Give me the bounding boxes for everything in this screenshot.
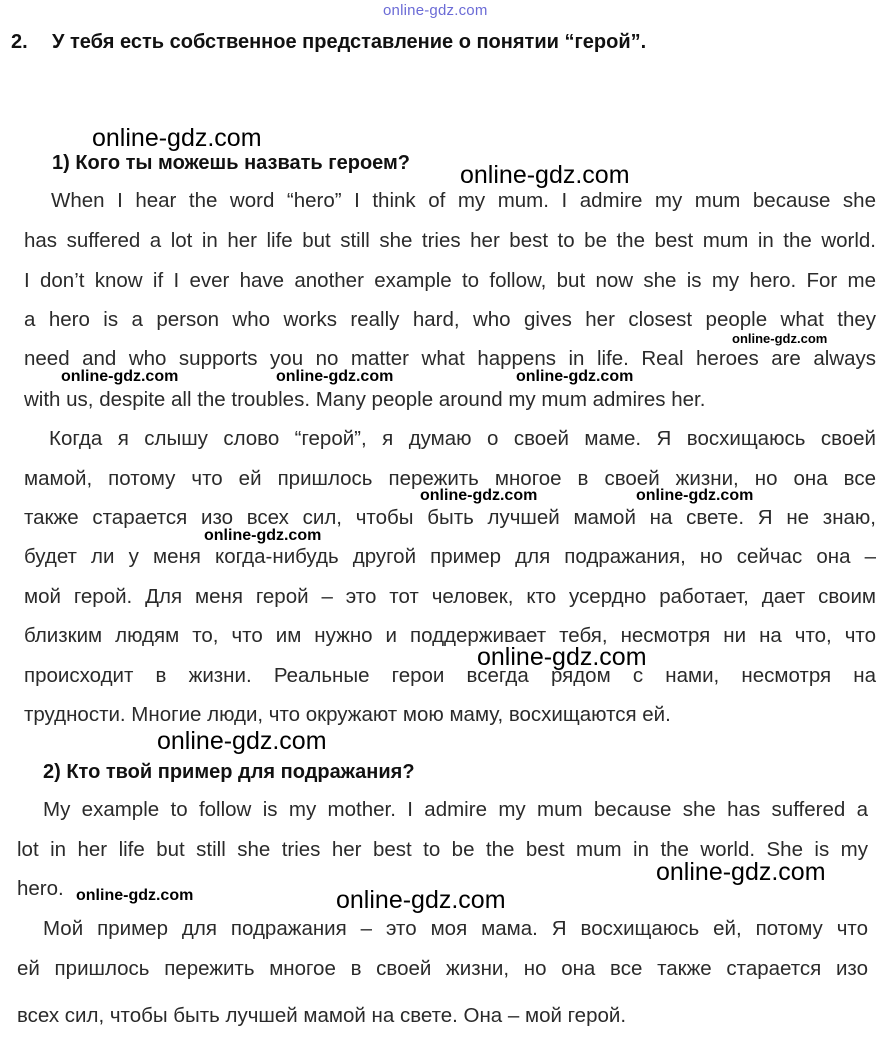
text-line: has suffered a lot in her life but still she tries her best to be the best mum in the world. [24,229,876,252]
text-line: hero. [17,877,64,900]
watermark: online-gdz.com [516,368,634,385]
text-line: также старается изо всех сил, чтобы быть лучшей мамой на свете. Я не знаю, [24,506,876,529]
text-line: происходит в жизни. Реальные герои всегда рядом с нами, несмотря на [24,664,876,687]
text-line: всех сил, чтобы быть лучшей мамой на свете. Она – мой герой. [17,1004,627,1027]
task-number: 2. [11,31,28,53]
watermark: online-gdz.com [420,487,538,504]
question-1: 1) Кого ты можешь назвать героем? [52,152,411,174]
watermark: online-gdz.com [276,368,394,385]
text-line: трудности. Многие люди, что окружают мою маму, восхищаются ей. [24,703,671,726]
text-line: When I hear the word “hero” I think of my mum. I admire my mum because she [51,189,876,212]
watermark: online-gdz.com [732,331,828,346]
text-line: need and who supports you no matter what happens in life. Real heroes are always [24,347,876,370]
text-line: мой герой. Для меня герой – это тот человек, кто усердно работает, дает своим [24,585,876,608]
text-line: близким людям то, что им нужно и поддерживает тебя, несмотря ни на что, что [24,624,876,647]
text-line: a hero is a person who works really hard, who gives her closest people what they [24,308,876,331]
watermark: online-gdz.com [460,161,630,189]
text-line: будет ли у меня когда-нибудь другой пример для подражания, но сейчас она – [24,545,876,568]
watermark: online-gdz.com [477,643,647,671]
watermark-top: online-gdz.com [383,2,488,19]
watermark: online-gdz.com [76,887,194,904]
question-2: 2) Кто твой пример для подражания? [43,761,415,783]
task-title: У тебя есть собственное представление о понятии “герой”. [52,31,647,53]
watermark: online-gdz.com [204,527,322,544]
text-line: Мой пример для подражания – это моя мама. Я восхищаюсь ей, потому что [43,917,868,940]
watermark: online-gdz.com [636,487,754,504]
text-line: with us, despite all the troubles. Many people around my mum admires her. [24,388,706,411]
watermark: online-gdz.com [336,886,506,914]
text-line: ей пришлось пережить многое в своей жизни, но она все также старается изо [17,957,868,980]
text-line: Когда я слышу слово “герой”, я думаю о своей маме. Я восхищаюсь своей [49,427,876,450]
text-line: lot in her life but still she tries her best to be the best mum in the world. She is my [17,838,868,861]
watermark: online-gdz.com [157,727,327,755]
text-line: I don’t know if I ever have another example to follow, but now she is my hero. For me [24,269,876,292]
text-line: My example to follow is my mother. I admire my mum because she has suffered a [43,798,868,821]
watermark: online-gdz.com [61,368,179,385]
watermark: online-gdz.com [92,124,262,152]
text-line: мамой, потому что ей пришлось пережить многое в своей жизни, но она все [24,467,876,490]
watermark: online-gdz.com [656,858,826,886]
